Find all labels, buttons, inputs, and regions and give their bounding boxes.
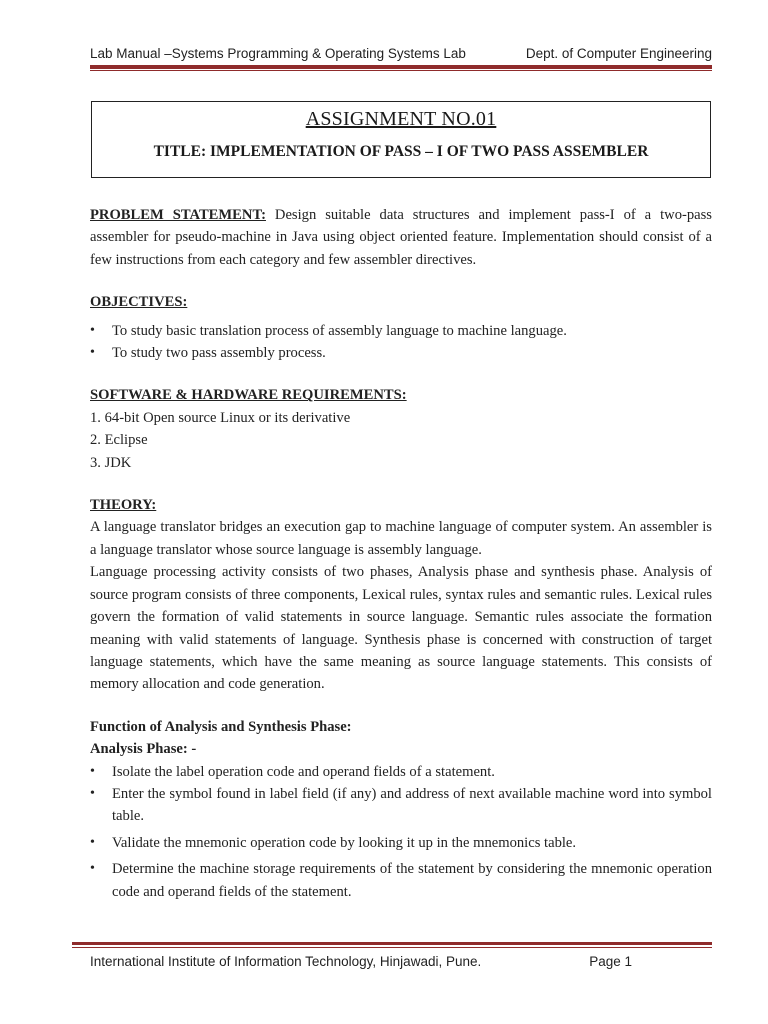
requirement-item: 3. JDK — [90, 454, 132, 471]
page-header — [90, 46, 712, 61]
page-footer — [90, 954, 632, 969]
list-item: • Validate the mnemonic operation code by looking it up in the mnemonics table. — [90, 832, 712, 854]
analysis-phase-heading: Analysis Phase: - — [90, 741, 197, 758]
list-item: • To study two pass assembly process. — [90, 342, 712, 364]
page-number: Page 1 — [589, 954, 632, 969]
document-body — [90, 204, 712, 903]
objectives-list — [90, 320, 712, 365]
assignment-number: ASSIGNMENT NO.01 — [305, 108, 497, 130]
header-rule — [90, 65, 712, 69]
list-item: • Isolate the label operation code and operand fields of a statement. — [90, 761, 712, 783]
theory-paragraph-2: Language processing activity consists of two phases, Analysis phase and synthesis phase. Analysis of source program consists of three components, Lexical rules, syntax rules and semantic rules. Lexical rules govern the formation of valid statements in source language. Semantic rules associate the formation meaning with valid statements of language. Synthesis phase is concerned with construction of target language statements, which have the same meaning as source language statements. This consists of memory allocation and code generation. — [90, 564, 712, 693]
footer-rule-thin — [72, 947, 712, 948]
header-rule-thin — [90, 70, 712, 71]
assignment-title: TITLE: IMPLEMENTATION OF PASS – I OF TWO PASS ASSEMBLER — [153, 143, 649, 160]
header-right: Dept. of Computer Engineering — [525, 46, 712, 61]
title-box — [91, 101, 711, 178]
objectives-heading: OBJECTIVES: — [90, 294, 188, 311]
requirements-heading: SOFTWARE & HARDWARE REQUIREMENTS: — [90, 387, 407, 404]
requirement-item: 2. Eclipse — [90, 432, 148, 449]
footer-institute: International Institute of Information Technology, Hinjawadi, Pune. — [90, 954, 482, 969]
list-item: • Enter the symbol found in label field (if any) and address of next available machine word into symbol table. — [90, 783, 712, 828]
list-item: • Determine the machine storage requirements of the statement by considering the mnemonic operation code and operand fields of the statement. — [90, 858, 712, 903]
problem-statement — [90, 204, 712, 271]
problem-text: Design suitable data structures and implement pass-I of a two-pass assembler for pseudo-machine in Java using object oriented feature. Implementation should consist of a few instructions from each category and few assembler directives. — [90, 207, 712, 268]
functions-heading: Function of Analysis and Synthesis Phase: — [90, 718, 352, 735]
problem-label: PROBLEM STATEMENT: — [90, 207, 266, 223]
analysis-list — [90, 761, 712, 903]
theory-paragraph-1: A language translator bridges an execution gap to machine language of computer system. An assembler is a language translator whose source language is assembly language. — [90, 519, 712, 558]
requirement-item: 1. 64-bit Open source Linux or its derivative — [90, 409, 351, 426]
theory-heading: THEORY: — [90, 497, 157, 514]
list-item: • To study basic translation process of assembly language to machine language. — [90, 320, 712, 342]
header-left: Lab Manual –Systems Programming & Operating Systems Lab — [90, 46, 466, 61]
footer-rule — [72, 942, 712, 945]
